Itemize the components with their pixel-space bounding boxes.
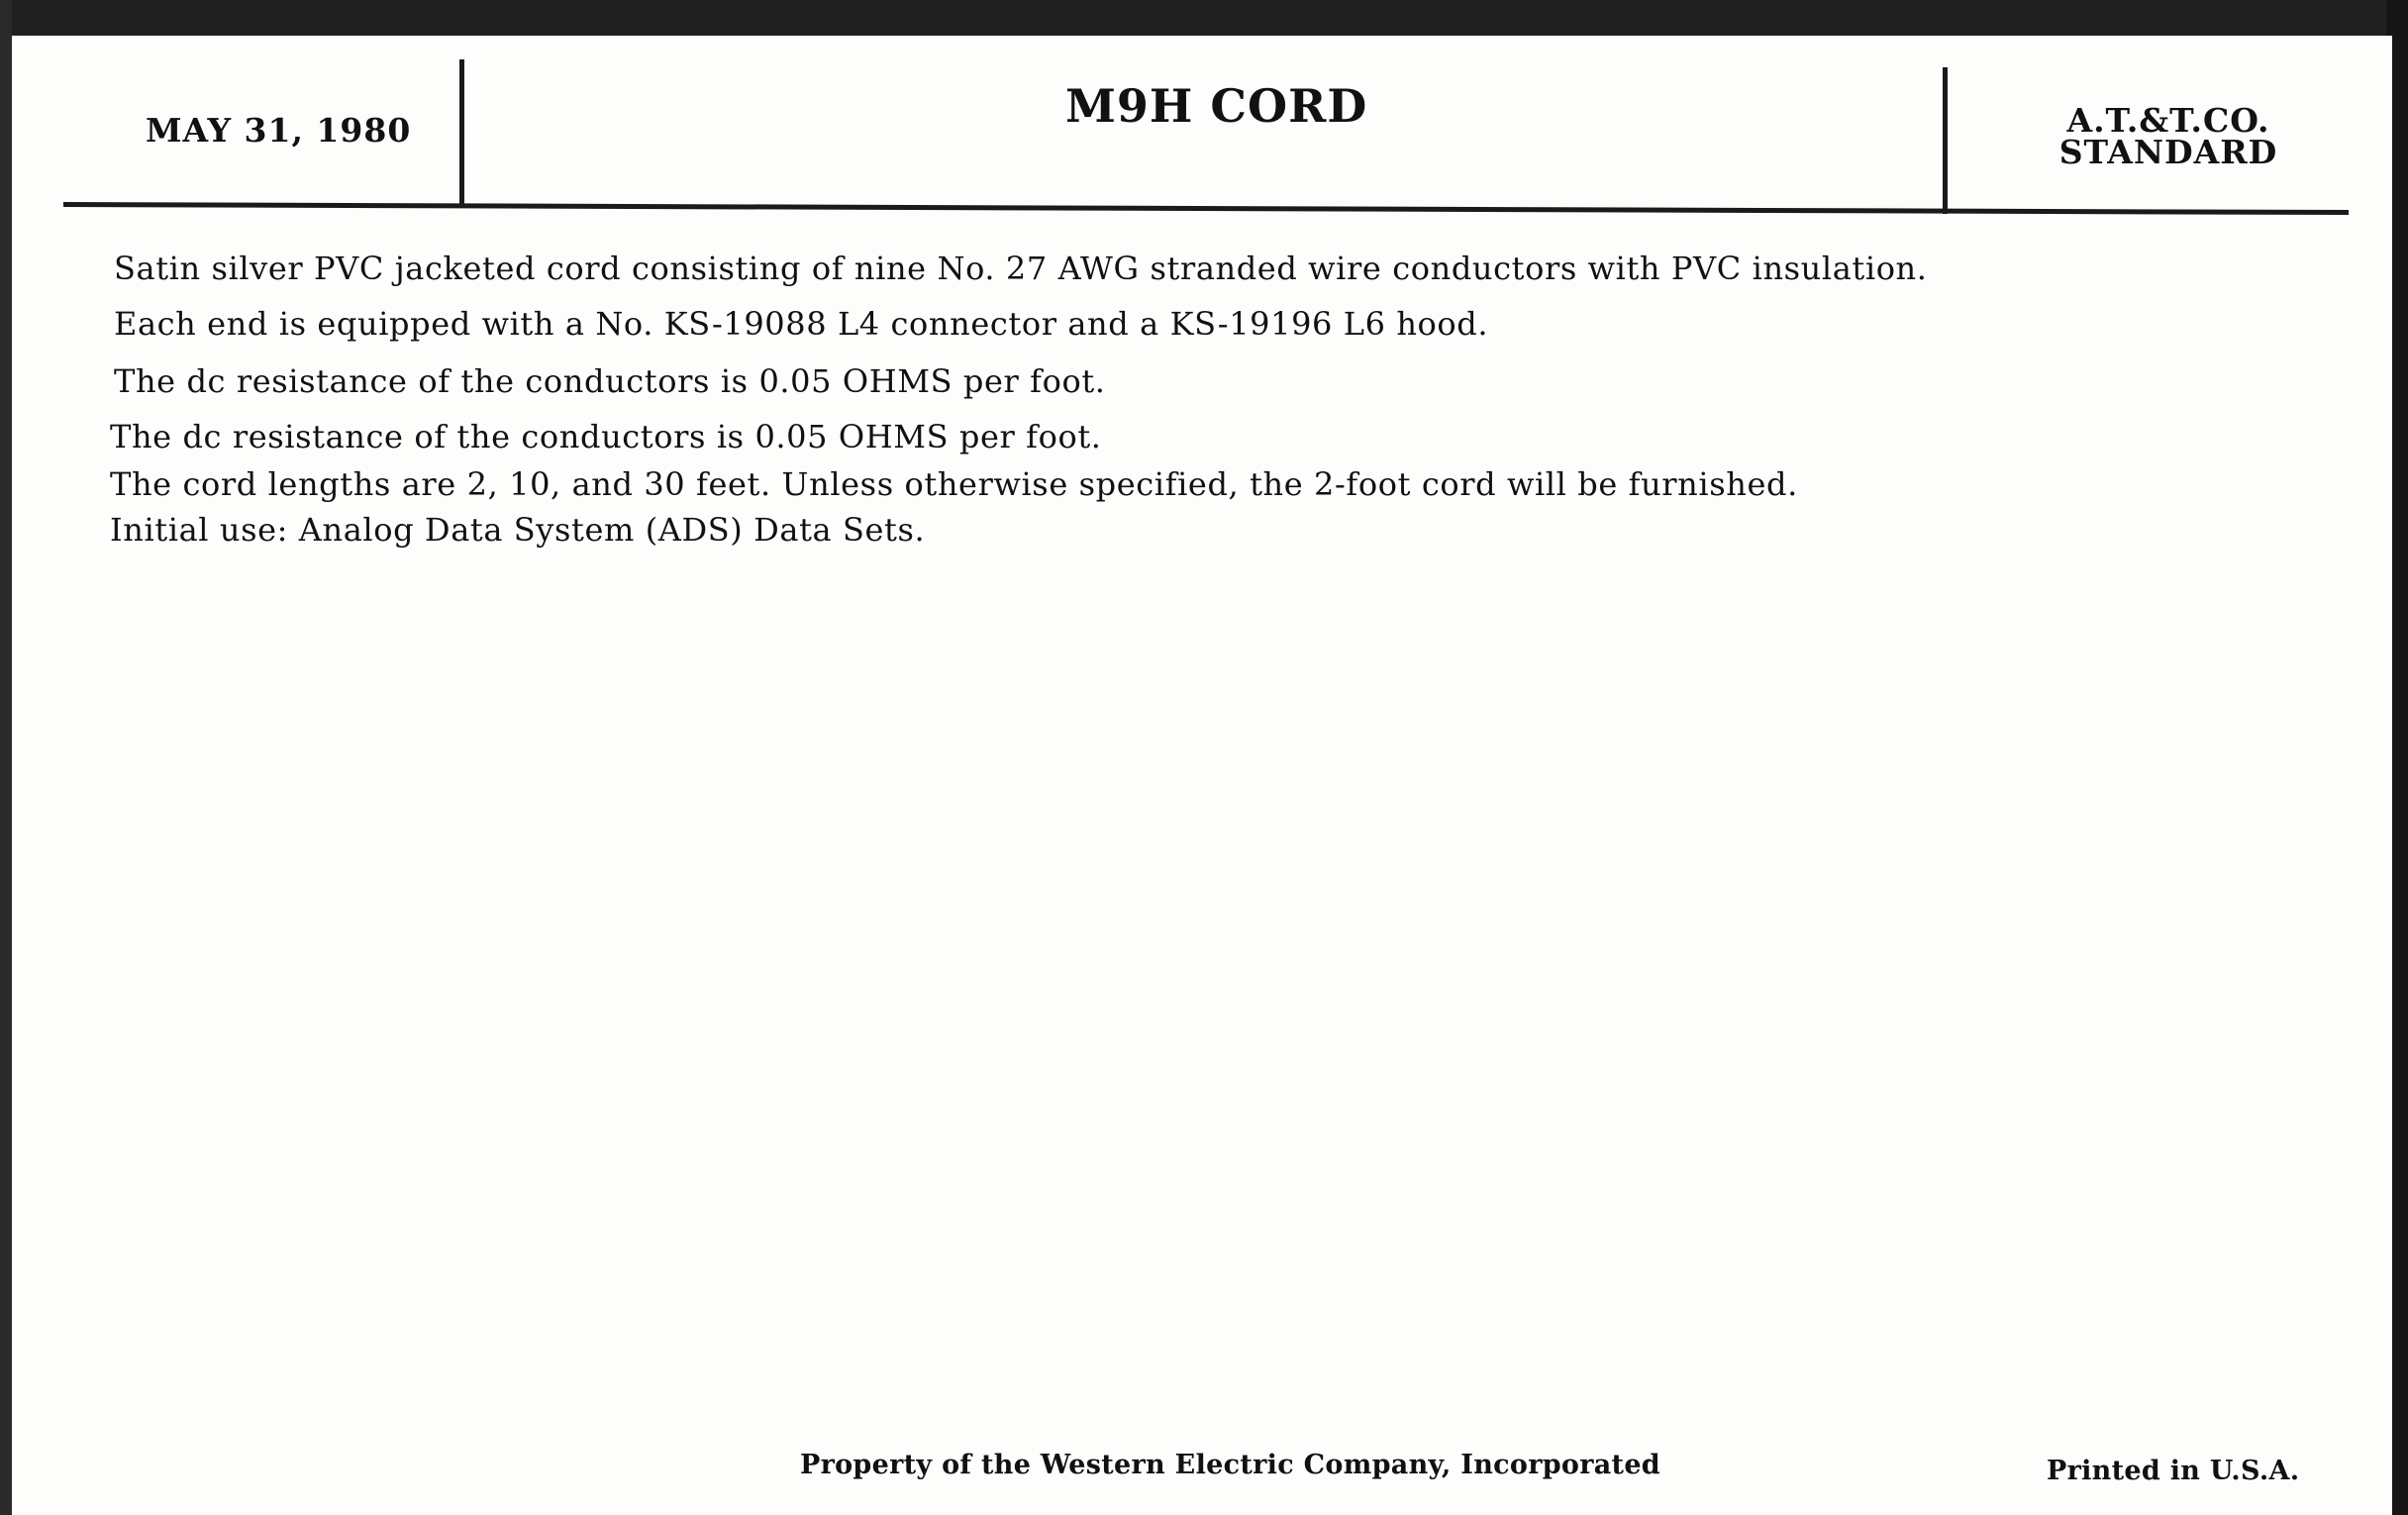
standard-label-line2: STANDARD: [2058, 133, 2278, 171]
scan-top-border: [0, 0, 2408, 36]
body-line-lengths: The cord lengths are 2, 10, and 30 feet. Unless otherwise specified, the 2-foot cord will be furnished.: [110, 465, 1798, 503]
standard-label-line1: A.T.&T.CO.: [2066, 101, 2270, 140]
body-line-resistance-repeat: The dc resistance of the conductors is 0.05 OHMS per foot.: [110, 418, 1102, 455]
body-line-initial-use: Initial use: Analog Data System (ADS) Data Sets.: [110, 511, 926, 549]
footer-property: Property of the Western Electric Company, Incorporated: [800, 1450, 1660, 1480]
header-rule: [63, 202, 2349, 215]
body-line-resistance: The dc resistance of the conductors is 0.05 OHMS per foot.: [114, 362, 1106, 400]
body-line-connector: Each end is equipped with a No. KS-19088 L4 connector and a KS-19196 L6 hood.: [114, 305, 1489, 343]
footer-printed: Printed in U.S.A.: [2047, 1456, 2300, 1486]
scan-left-border: [0, 0, 12, 1515]
header-divider-right: [1943, 67, 1948, 214]
standard-label: [2040, 101, 2297, 171]
issue-date: MAY 31, 1980: [146, 111, 412, 150]
specification-card: [12, 36, 2392, 1515]
body-line-description: Satin silver PVC jacketed cord consisting of nine No. 27 AWG stranded wire conductors with PVC insulation.: [114, 250, 1928, 287]
header-divider-left: [459, 59, 464, 206]
document-title: M9H CORD: [1065, 79, 1368, 133]
